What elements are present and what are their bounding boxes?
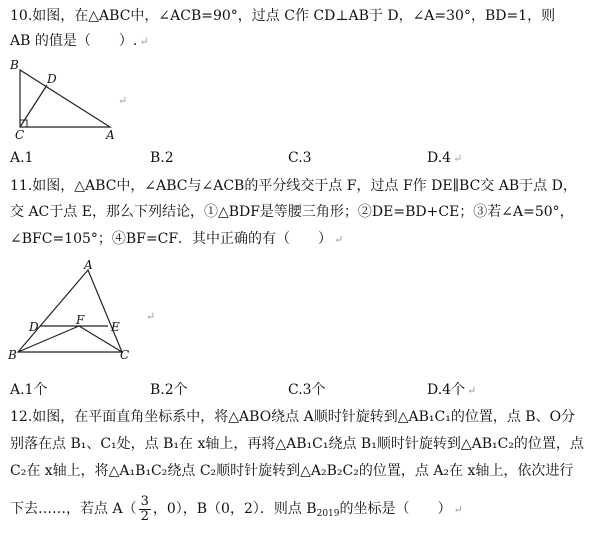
q10-option-c: C.3	[288, 150, 312, 166]
b-subscript: 2019	[316, 509, 340, 519]
q10-label-d: D	[47, 72, 57, 86]
q10-label-c: C	[15, 128, 25, 142]
q11-option-c: C.3个	[288, 382, 326, 398]
q12-text-4c: 的坐标是（ ）	[339, 501, 452, 517]
q11-option-a: A.1个	[10, 382, 48, 398]
q11-label-f: F	[76, 313, 85, 327]
q11-text-2: 交 AC于点 E，那么下列结论，①△BDF是等腰三角形；②DE=BD+CE；③若∠A=50°，	[10, 204, 574, 220]
q11-label-a: A	[84, 258, 93, 272]
q10-option-d: D.4 ↵	[427, 150, 463, 166]
paragraph-mark: ↵	[146, 310, 156, 323]
q11-text-1: 11.如图，△ABC中，∠ABC与∠ACB的平分线交于点 F，过点 F作 DE∥BC交 AB于点 D，	[10, 178, 577, 194]
q11-label-b: B	[8, 348, 17, 362]
q10-option-b: B.2	[150, 150, 174, 166]
q11-option-b: B.2个	[150, 382, 188, 398]
q12-text-4a: 下去……，若点 A（	[10, 501, 137, 517]
q11-label-c: C	[120, 348, 130, 362]
paragraph-mark: ↵	[453, 503, 463, 516]
paragraph-mark: ↵	[118, 94, 128, 107]
q12-stem-line3	[10, 461, 573, 481]
q10-option-a: A.1	[10, 150, 34, 166]
q10-label-b: B	[10, 58, 19, 72]
q11-label-e: E	[111, 320, 120, 334]
fraction-three-halves: $\frac{3}{2}$	[140, 493, 149, 524]
q10-text-1: 10.如图，在△ABC中，∠ACB=90°，过点 C作 CD⊥AB于 D，∠A=30°，BD=1，则	[10, 8, 556, 24]
q12-stem-line1	[10, 407, 575, 427]
q11-stem-line3	[10, 229, 343, 250]
q12-text-1: 12.如图，在平面直角坐标系中，将△ABO绕点 A顺时针旋转到△AB₁C₁的位置，点 B、O分	[10, 409, 576, 425]
q11-text-3: ∠BFC=105°；④BF=CF．其中正确的有（ ）	[10, 231, 333, 247]
q11-label-d: D	[29, 320, 39, 334]
paragraph-mark: ↵	[139, 35, 149, 48]
q12-text-2: 别落在点 B₁、C₁处，点 B₁在 x轴上，再将△AB₁C₁绕点 B₁顺时针旋转到△AB₁C₂的位置，点	[10, 436, 584, 452]
q11-stem-line2	[10, 202, 574, 222]
q12-stem-line2	[10, 434, 584, 454]
q11-stem-line1	[10, 176, 577, 196]
q11-option-d: D.4个 ↵	[427, 382, 477, 398]
q10-label-a: A	[106, 128, 115, 142]
q10-text-2: AB 的值是（ ）.	[10, 33, 138, 49]
q12-stem-line4	[10, 494, 463, 529]
paragraph-mark: ↵	[334, 233, 344, 246]
q12-text-3: C₂在 x轴上，将△A₁B₁C₂绕点 C₂顺时针旋转到△A₂B₂C₂的位置，点 A₂在 x轴上，依次进行	[10, 463, 574, 479]
q12-text-4b: ，0），B（0，2）．则点 B	[152, 501, 317, 517]
